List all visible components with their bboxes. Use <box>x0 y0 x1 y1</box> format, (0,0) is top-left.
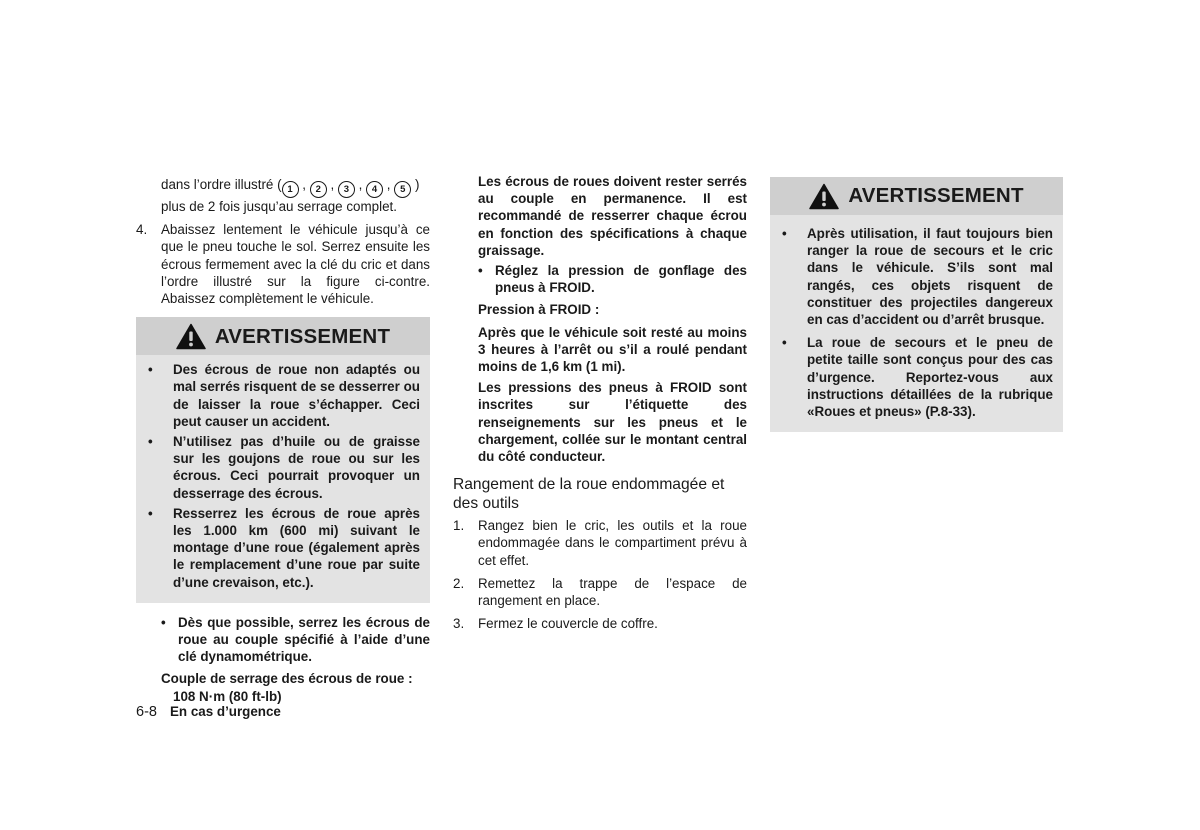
column-right <box>770 177 1063 432</box>
step-text: Fermez le couvercle de coffre. <box>478 616 658 632</box>
cold-pressure-definition: Après que le véhicule soit resté au moins 3 heures à l’arrêt ou s’il a roulé pendant moins de 1,6 km (1 mi). <box>478 324 747 375</box>
column-left <box>136 176 430 705</box>
warning-item-text: La roue de secours et le pneu de petite taille sont conçus pour des cas d’urgence. Reportez-vous aux instructions détaillées de la rubrique «Roues et pneus» (P.8-33). <box>807 335 1053 420</box>
step-1 <box>453 517 747 569</box>
torque-bullet: • Dès que possible, serrez les écrous de roue au couple spécifié à l’aide d’une clé dynamométrique. <box>161 614 430 665</box>
warning-item-text: Des écrous de roue non adaptés ou mal serrés risquent de se desserrer ou de laisser la roue s’échapper. Ceci peut causer un accident. <box>173 362 420 429</box>
warning-triangle-icon <box>176 323 206 350</box>
warning-body <box>136 357 430 603</box>
tightening-order-text: dans l’ordre illustré ( 1 , 2 , 3 , 4 , 5 ) plus de 2 fois jusqu’au serrage complet. <box>161 177 420 214</box>
circle-number-2: 2 <box>310 181 327 198</box>
step-number: 3. <box>453 616 465 632</box>
torque-label: Couple de serrage des écrous de roue : <box>161 671 413 687</box>
warning-item: • Des écrous de roue non adaptés ou mal serrés risquent de se desserrer ou de laisser la roue s’échapper. Ceci peut causer un accident. <box>148 362 420 429</box>
warning-item: • La roue de secours et le pneu de petite taille sont conçus pour des cas d’urgence. Reportez-vous aux instructions détaillées de la rubrique «Roues et pneus» (P.8-33). <box>782 335 1053 420</box>
step-4 <box>136 221 430 307</box>
torque-bullet-text: Dès que possible, serrez les écrous de roue au couple spécifié à l’aide d’une clé dynamométrique. <box>178 614 430 665</box>
torque-value: 108 N·m (80 ft-lb) <box>173 688 282 704</box>
page-footer <box>136 704 281 720</box>
warning-title: AVERTISSEMENT <box>214 324 391 348</box>
step-text: Remettez la trappe de l’espace de rangement en place. <box>478 575 747 609</box>
warning-title: AVERTISSEMENT <box>848 184 1024 208</box>
step-2 <box>453 575 747 609</box>
warning-box-left <box>136 317 430 603</box>
step-number: 1. <box>453 518 465 534</box>
torque-spec <box>136 670 430 704</box>
warning-box-right <box>770 177 1063 432</box>
section-heading: Rangement de la roue endommagée et des outils <box>453 476 725 513</box>
column-middle <box>453 173 747 632</box>
step-number: 4. <box>136 222 148 238</box>
warning-body <box>770 217 1063 432</box>
warning-item-text: Après utilisation, il faut toujours bien ranger la roue de secours et le cric dans le véhicule. S’ils sont mal rangés, ces objets risquent de constituer des projectiles dangereux en cas d’accident ou d’arrêt brusque. <box>807 226 1053 328</box>
warning-item: • Resserrez les écrous de roue après les 1.000 km (600 mi) suivant le montage d’une roue (également après le remplacement d’une roue par suite d’une crevaison, etc.). <box>148 505 420 590</box>
step-text: Rangez bien le cric, les outils et la roue endommagée dans le compartiment prévu à cet effet. <box>478 518 747 568</box>
pressure-bullet-text: Réglez la pression de gonflage des pneus à FROID. <box>495 263 747 296</box>
warning-header <box>770 177 1063 215</box>
warning-triangle-icon <box>809 183 839 210</box>
warning-item-text: Resserrez les écrous de roue après les 1.000 km (600 mi) suivant le montage d’une roue (également après le remplacement d’une roue par suite d’une crevaison, etc.). <box>173 505 420 590</box>
step-number: 2. <box>453 575 465 591</box>
step-text: Abaissez lentement le véhicule jusqu’à ce que le pneu touche le sol. Serrez ensuite les écrous fermement avec la clé du cric et dans l’ordre illustré sur la figure ci-contre. Abaissez complètement le véhicule. <box>161 222 430 307</box>
cold-pressure-label: Pression à FROID : <box>478 302 600 318</box>
warning-item: • N’utilisez pas d’huile ou de graisse sur les goujons de roue ou sur les écrous. Ceci pourrait provoquer un desserrage des écrous. <box>148 434 420 501</box>
circle-number-3: 3 <box>338 181 355 198</box>
circle-number-1: 1 <box>282 181 299 198</box>
warning-header <box>136 317 430 355</box>
paragraph-tightening: Les écrous de roues doivent rester serrés au couple en permanence. Il est recommandé de resserrer chaque écrou en fonction des spécifications à chaque graissage. <box>478 174 747 258</box>
page-number: 6-8 <box>136 704 157 720</box>
pressure-bullet: • Réglez la pression de gonflage des pneus à FROID. <box>478 263 747 296</box>
warning-item: • Après utilisation, il faut toujours bien ranger la roue de secours et le cric dans le véhicule. S’ils sont mal rangés, ces objets risquent de constituer des projectiles dangereux en cas d’accident ou d’arrêt brusque. <box>782 226 1053 328</box>
order-line-2: plus de 2 fois jusqu’au serrage complet. <box>161 199 397 214</box>
circle-number-4: 4 <box>366 181 383 198</box>
cold-pressure-label-location: Les pressions des pneus à FROID sont inscrites sur l’étiquette des renseignements sur les pneus et le chargement, collée sur le montant central du côté conducteur. <box>478 380 747 465</box>
step-3 <box>453 615 747 632</box>
order-text-after: ) <box>414 177 420 192</box>
order-text-before: dans l’ordre illustré ( <box>161 177 282 192</box>
section-title: En cas d’urgence <box>170 704 281 719</box>
circle-number-5: 5 <box>394 181 411 198</box>
warning-item-text: N’utilisez pas d’huile ou de graisse sur les goujons de roue ou sur les écrous. Ceci pourrait provoquer un desserrage des écrous. <box>173 434 420 501</box>
